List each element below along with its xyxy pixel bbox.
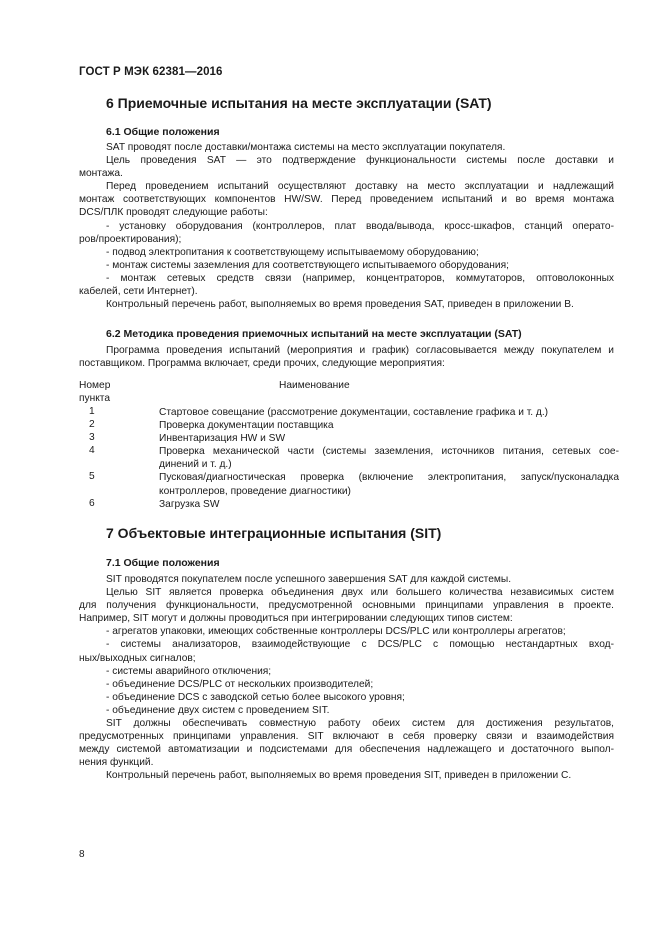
- subsection-6-2-heading: 6.2 Методика проведения приемочных испытаний на месте эксплуатации (SAT): [106, 328, 522, 340]
- list-item: - монтаж системы заземления для соответствующего испытываемого оборудования;: [106, 259, 509, 271]
- subsection-7-1-heading: 7.1 Общие положения: [106, 557, 220, 569]
- activities-table: [79, 379, 619, 511]
- table-row: [79, 419, 619, 432]
- row-text: Пусковая/диагностическая проверка (включение электропитания, запуск/пусконаладка: [159, 472, 619, 484]
- subsection-6-2-body: [79, 344, 614, 370]
- table-row: [79, 445, 619, 471]
- text-line: Программа проведения испытаний (мероприятия и график) согласовывается между покупателем и: [106, 345, 614, 356]
- row-number: 5: [89, 471, 95, 483]
- column-header-text: пункта: [79, 393, 111, 404]
- row-number: 1: [89, 406, 95, 417]
- list-item: - объединение DCS/PLC от нескольких производителей;: [106, 678, 374, 690]
- row-text: контроллеров, проведение диагностики): [159, 485, 351, 497]
- text-line: DCS/ПЛК проводят следующие работы:: [79, 207, 268, 219]
- table-row: [79, 471, 619, 497]
- table-row: [79, 406, 619, 419]
- row-text: Проверка механической части (системы заземления, источников питания, сетевых сое-: [159, 446, 619, 458]
- list-item: - подвод электропитания к соответствующему испытываемому оборудованию;: [106, 246, 479, 258]
- list-item: - системы аварийного отключения;: [106, 665, 272, 677]
- text-line: ров/проектирования);: [79, 233, 182, 245]
- row-text: Проверка документации поставщика: [159, 420, 334, 432]
- text-line: SIT проводятся покупателем после успешного завершения SAT для каждой системы.: [106, 574, 512, 585]
- table-row: [79, 498, 619, 511]
- text-line: нения функций.: [79, 757, 154, 769]
- list-item: - объединение двух систем с проведением SIT.: [106, 704, 330, 716]
- text-line: поставщиком. Программа включает, среди прочих, следующие мероприятия:: [79, 358, 445, 370]
- row-number: 2: [89, 419, 95, 431]
- row-number: 6: [89, 497, 95, 509]
- row-text: Загрузка SW: [159, 498, 220, 510]
- text-line: монтаж соответствующих компонентов HW/SW. Перед проведением испытаний и во время монтажа: [79, 194, 614, 206]
- column-header-name: Наименование: [279, 380, 350, 391]
- table-header: [79, 379, 619, 406]
- text-line: для получения функциональности, предусмотренной основными принципами управления в проекте.: [79, 600, 614, 612]
- page-number: 8: [79, 849, 85, 860]
- list-item: - монтаж сетевых средств связи (например, концентраторов, коммутаторов, оптоволоконных: [106, 272, 614, 284]
- text-line: предусмотренных принципами управления. SIT включают в себя проверку связи и взаимодействия: [79, 731, 614, 743]
- text-line: Перед проведением испытаний осуществляют доставку на место эксплуатации и надлежащий: [106, 181, 614, 193]
- text-line: Контрольный перечень работ, выполняемых во время проведения SAT, приведен в приложении B.: [106, 299, 574, 311]
- list-item: - объединение DCS с заводской сетью более высокого уровня;: [106, 691, 405, 703]
- column-header-number: [79, 379, 110, 405]
- row-text: Инвентаризация HW и SW: [159, 433, 286, 445]
- subsection-6-1-body: [79, 141, 614, 311]
- list-item: - системы анализаторов, взаимодействующие с DCS/PLC с помощью нестандартных вход-: [106, 639, 614, 651]
- text-line: между системой автоматизации и подсистемами для обеспечения надлежащего и достаточного выпол-: [79, 744, 614, 756]
- text-line: Целью SIT является проверка объединения двух или большего количества независимых систем: [106, 587, 614, 599]
- row-number: 4: [89, 445, 95, 457]
- text-line: монтажа.: [79, 168, 123, 180]
- row-text: Стартовое совещание (рассмотрение документации, составление графика и т. д.): [159, 407, 549, 418]
- text-line: Контрольный перечень работ, выполняемых во время проведения SIT, приведен в приложении C.: [106, 770, 572, 782]
- table-row: [79, 432, 619, 445]
- section-7-heading: 7 Объектовые интеграционные испытания (SIT): [106, 525, 442, 541]
- subsection-6-1-heading: 6.1 Общие положения: [106, 126, 220, 138]
- text-line: SIT должны обеспечивать совместную работу обеих систем для достижения результатов,: [106, 718, 614, 730]
- text-line: ных/выходных сигналов;: [79, 652, 196, 664]
- text-line: Цель проведения SAT — это подтверждение функциональности системы после доставки и: [106, 155, 614, 167]
- text-line: SAT проводят после доставки/монтажа системы на место эксплуатации покупателя.: [106, 142, 506, 153]
- text-line: Например, SIT могут и должны проводиться при интегрировании следующих типов систем:: [79, 613, 513, 625]
- text-line: кабелей, сети Интернет).: [79, 286, 198, 298]
- standard-designation: ГОСТ Р МЭК 62381—2016: [79, 66, 223, 78]
- list-item: - агрегатов упаковки, имеющих собственные контроллеры DCS/PLC или контроллеры агрегатов;: [106, 626, 566, 638]
- row-number: 3: [89, 432, 95, 444]
- column-header-text: Номер: [79, 380, 111, 391]
- list-item: - установку оборудования (контроллеров, плат ввода/вывода, кросс-шкафов, станций операто-: [106, 220, 614, 232]
- section-6-heading: 6 Приемочные испытания на месте эксплуатации (SAT): [106, 95, 492, 111]
- row-text: динений и т. д.): [159, 459, 232, 471]
- subsection-7-1-body: [79, 573, 614, 783]
